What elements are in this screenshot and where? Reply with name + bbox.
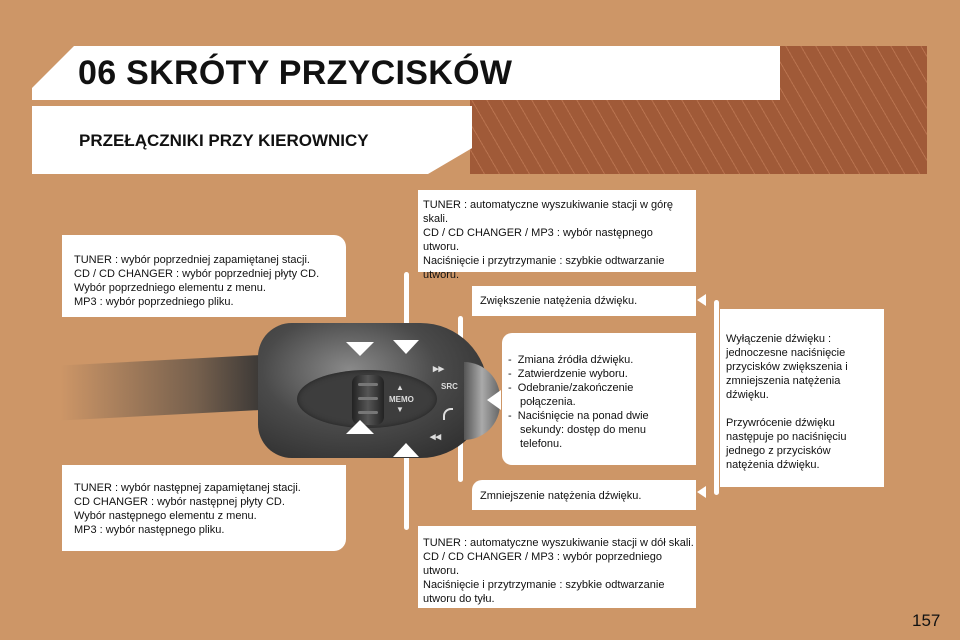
arrow-src-icon: [487, 390, 501, 410]
callout-seek-down: TUNER : automatyczne wyszukiwanie stacji w dół skali. CD / CD CHANGER / MP3 : wybór poprzedniego utworu. Naciśnięcie i przytrzymanie : szybkie odtwarzanie utworu do tyłu.: [418, 526, 696, 608]
section-subtitle: PRZEŁĄCZNIKI PRZY KIEROWNICY: [79, 131, 369, 150]
callout-seek-up: TUNER : automatyczne wyszukiwanie stacji w górę skali. CD / CD CHANGER / MP3 : wybór następnego utworu. Naciśnięcie i przytrzymanie : szybkie odtwarzanie utworu.: [418, 190, 696, 272]
arrow-seek-up-icon: [393, 340, 419, 354]
arrow-mute-up-icon: [697, 294, 706, 306]
src-label: SRC: [441, 382, 458, 391]
phone-icon[interactable]: [443, 408, 453, 420]
memo-label: MEMO: [389, 395, 414, 404]
arrow-seek-down-icon: [393, 443, 419, 457]
memo-down-icon: ▼: [396, 405, 404, 414]
callout-src-button: - Zmiana źródła dźwięku. - Zatwierdzenie wyboru. - Odebranie/zakończenie połączenia. - Naciśnięcie na ponad dwie sekundy: dostęp do menu telefonu.: [502, 333, 696, 465]
callout-volume-up: Zwiększenie natężenia dźwięku.: [472, 286, 696, 316]
callout-mute: Wyłączenie dźwięku : jednoczesne naciśnięcie przycisków zwiększenia i zmniejszenia natężenia dźwięku. Przywrócenie dźwięku następuje po naciśnięciu jednego z przycisków natężenia dźwięku.: [720, 309, 884, 487]
callout-prev-preset: TUNER : wybór poprzedniej zapamiętanej stacji. CD / CD CHANGER : wybór poprzedniej płyty CD. Wybór poprzedniego elementu z menu. MP3 : wybór poprzedniego pliku.: [62, 235, 346, 317]
arrow-next-preset-icon: [346, 420, 374, 434]
arrow-prev-preset-icon: [346, 342, 374, 356]
memo-up-icon: ▲: [396, 383, 404, 392]
rewind-icon[interactable]: ◂◂: [430, 431, 442, 443]
arrow-mute-down-icon: [697, 486, 706, 498]
page-title: 06 SKRÓTY PRZYCISKÓW: [78, 54, 513, 92]
connector-seek-down: [404, 455, 409, 530]
callout-volume-down: Zmniejszenie natężenia dźwięku.: [472, 480, 696, 510]
fast-forward-icon[interactable]: ▸▸: [433, 363, 445, 375]
memo-thumbwheel[interactable]: [352, 375, 384, 425]
page-number: 157: [912, 611, 941, 630]
connector-vol-down: [458, 440, 463, 482]
connector-mute: [714, 300, 719, 495]
steering-column-stalk: [60, 354, 270, 420]
callout-next-preset: TUNER : wybór następnej zapamiętanej stacji. CD CHANGER : wybór następnej płyty CD. Wybór następnego elementu z menu. MP3 : wybór następnego pliku.: [62, 465, 346, 551]
